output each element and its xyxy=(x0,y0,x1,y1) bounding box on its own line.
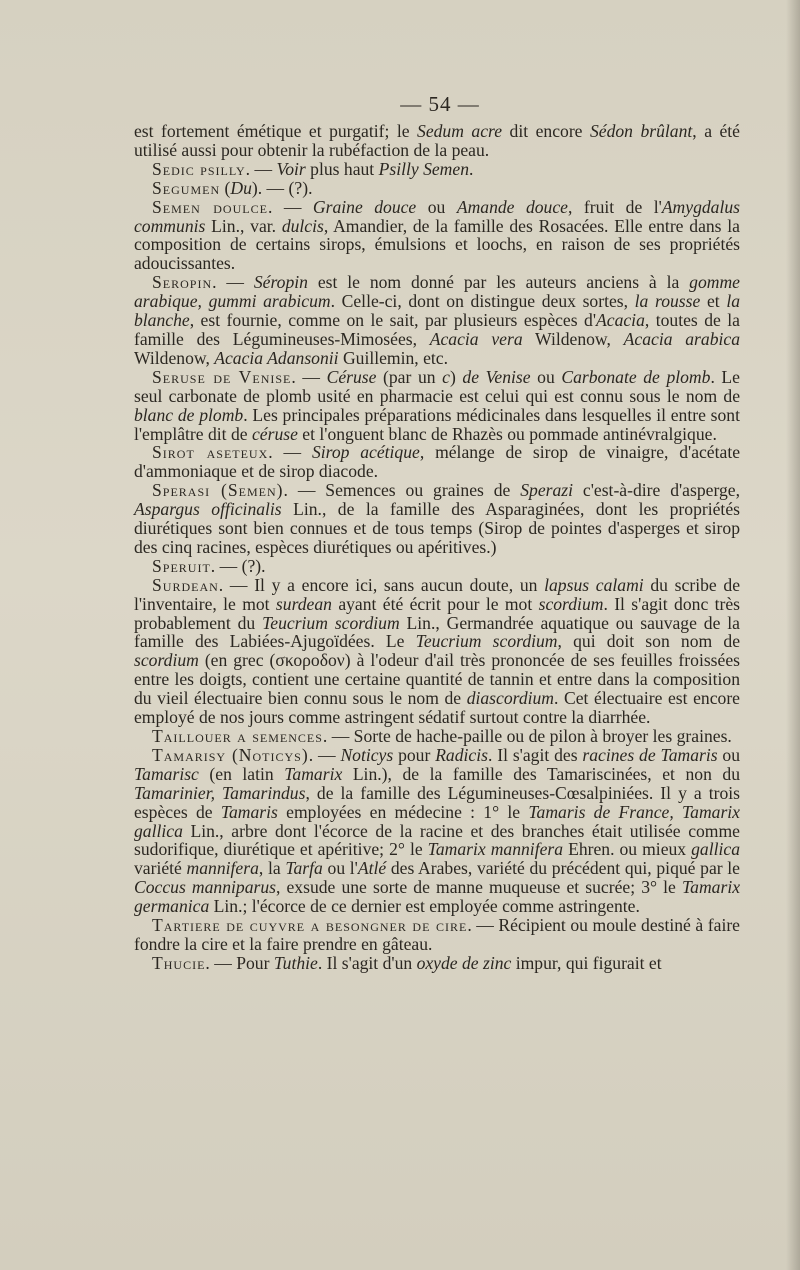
italic-term: Tamaris de France, Tamarix gallica xyxy=(134,801,740,841)
entry-text: et xyxy=(700,291,727,312)
entry-text: variété xyxy=(134,858,187,879)
italic-term: Acacia Adansonii xyxy=(214,347,339,368)
dictionary-entry xyxy=(134,746,740,916)
dictionary-entry xyxy=(134,160,740,179)
entry-headword: Seropin xyxy=(152,272,213,293)
entry-text: . — Semences ou graines de xyxy=(283,480,521,501)
entry-text: . Il s'agit des xyxy=(487,744,583,765)
entry-text: . xyxy=(469,158,474,179)
italic-term: Tuthie xyxy=(273,952,318,973)
entry-text: . Celle-ci, dont on distingue deux sortes, xyxy=(330,291,635,312)
entry-text: pour xyxy=(393,744,436,765)
italic-term: c xyxy=(442,366,450,387)
italic-term: Carbonate de plomb xyxy=(561,366,711,387)
entry-text: Lin.; l'écorce de ce dernier est employée comme astringente. xyxy=(209,896,640,917)
italic-term: Atlé xyxy=(357,858,387,879)
dictionary-entry xyxy=(134,198,740,274)
italic-term: Aspargus officinalis xyxy=(134,499,282,520)
italic-term: Tamaris xyxy=(220,801,278,822)
italic-term: Sédon brûlant xyxy=(589,121,693,141)
entry-text: Wildenow, xyxy=(134,347,215,368)
entry-text: Ehren. ou mieux xyxy=(563,839,692,860)
dictionary-entry xyxy=(134,481,740,557)
italic-term: Tamarisc xyxy=(134,763,199,784)
italic-term: de Venise xyxy=(462,366,531,387)
entry-headword: Taillouer a semences xyxy=(152,726,323,746)
italic-term: Coccus manniparus xyxy=(134,877,276,898)
entry-text: (en latin xyxy=(198,763,285,784)
italic-term: Acacia xyxy=(596,310,645,331)
entry-text: . — Il y a encore ici, sans aucun doute, un xyxy=(218,574,545,595)
italic-term: lapsus calami xyxy=(544,574,644,595)
italic-term: dulcis xyxy=(281,215,324,236)
body-text xyxy=(134,122,740,973)
italic-term: la rousse xyxy=(634,291,701,312)
entry-text: ayant été écrit pour le mot xyxy=(331,593,539,614)
italic-term: Tamarix xyxy=(284,763,343,784)
italic-term: céruse xyxy=(251,423,298,444)
entry-text: . Les principales préparations médicinales dans lesquelles il entre sont l'emplâtre dit de xyxy=(134,404,740,444)
entry-text: . — Récipient ou moule destiné à faire fondre la cire et la faire prendre en gâteau. xyxy=(134,915,740,954)
entry-text: est fortement émétique et purgatif; le xyxy=(134,121,418,141)
entry-headword: Tamarisy (Noticys) xyxy=(152,744,309,765)
entry-text: , mélange de sirop de vinaigre, d'acétate d'ammoniaque et de sirop diacode. xyxy=(134,442,741,482)
entry-text: Lin., var. xyxy=(205,215,282,236)
italic-term: Tamarix germanica xyxy=(134,877,741,917)
italic-term: blanc de plomb xyxy=(134,404,244,425)
entry-text: (par un xyxy=(376,366,443,387)
italic-term: racines de Tamaris xyxy=(582,744,718,765)
entry-headword: Thucie xyxy=(152,952,206,973)
italic-term: Sedum acre xyxy=(417,121,503,141)
dictionary-entry xyxy=(134,727,740,746)
entry-text: . — Pour xyxy=(205,952,274,973)
entry-text: , qui doit son nom de xyxy=(557,631,740,652)
entry-text: impur, qui figurait et xyxy=(511,952,662,973)
italic-term: Céruse xyxy=(326,366,377,387)
entry-text: . Cet électuaire est encore employé de nos jours comme astringent sédatif surtout contre la diarrhée. xyxy=(134,688,740,728)
entry-text: Lin., arbre dont l'écorce de la racine et des branches était utilisée comme sudorifique, diurétique et apéritive; 2° le xyxy=(134,820,740,860)
dictionary-entry xyxy=(134,368,740,444)
entry-text: ). — (?). xyxy=(251,177,313,198)
italic-term: gallica xyxy=(691,839,740,860)
entry-text: Wildenow, xyxy=(522,328,624,349)
entry-text: du scribe de l'inventaire, le mot xyxy=(134,574,741,614)
italic-term: Tarfa xyxy=(285,858,323,879)
italic-term: scordium xyxy=(538,593,604,614)
italic-term: diascordium xyxy=(466,688,555,709)
entry-text: , est fournie, comme on le sait, par plusieurs espèces d' xyxy=(189,310,597,331)
italic-term: Tamarix mannifera xyxy=(427,839,564,860)
dictionary-entry xyxy=(134,179,740,198)
entry-text: . — xyxy=(291,366,327,387)
italic-term: Teucrium scordium xyxy=(415,631,558,652)
entry-text: , fruit de l' xyxy=(567,196,662,217)
italic-term: Séropin xyxy=(253,272,308,293)
entry-text: ( xyxy=(220,177,231,198)
entry-headword: Surdean xyxy=(152,574,219,595)
entry-text: , exsude une sorte de manne muqueuse et sucrée; 3° le xyxy=(275,877,682,898)
entry-headword: Semen doulce xyxy=(152,196,268,217)
entry-text: . Il s'agit d'un xyxy=(317,952,417,973)
italic-term: Graine douce xyxy=(312,196,417,217)
entry-text: plus haut xyxy=(305,158,379,179)
entry-text: . — xyxy=(308,744,341,765)
entry-text: . — xyxy=(212,272,254,293)
italic-term: scordium xyxy=(134,650,199,671)
entry-text: ou xyxy=(530,366,562,387)
entry-headword: Seruse de Venise xyxy=(152,366,292,387)
italic-term: Amygdalus communis xyxy=(134,196,740,236)
italic-term: Amande douce xyxy=(456,196,568,217)
entry-text: ou l' xyxy=(322,858,358,879)
italic-term: Du xyxy=(230,177,252,198)
entry-text: c'est-à-dire d'asperge, xyxy=(573,480,740,501)
entry-text: (en grec (σκοροδον) à l'odeur d'ail très prononcée de ses feuilles froissées entre les doigts, contient une certaine quantité de tannin et entre dans la composition du vieil électuaire bien connu sous le nom de xyxy=(134,650,740,709)
italic-term: Teucrium scordium xyxy=(262,612,400,633)
italic-term: mannifera xyxy=(186,858,259,879)
italic-term: surdean xyxy=(275,593,332,614)
entry-text: Lin.), de la famille des Tamariscinées, et non du xyxy=(342,763,741,784)
entry-headword: Sedic psilly xyxy=(152,158,246,179)
italic-term: oxyde de zinc xyxy=(416,952,512,973)
page-edge-shadow xyxy=(786,0,800,1270)
page-number: — 54 — xyxy=(400,92,480,116)
dictionary-entry xyxy=(134,954,740,973)
dictionary-entry xyxy=(134,443,740,481)
entry-text: ou xyxy=(416,196,457,217)
dictionary-entry xyxy=(134,557,740,576)
italic-term: Sperazi xyxy=(520,480,574,501)
dictionary-entry xyxy=(134,916,740,954)
dictionary-entry xyxy=(134,273,740,368)
entry-text: employées en médecine : 1° le xyxy=(277,801,529,822)
italic-term: la blanche xyxy=(134,291,741,331)
entry-text: Lin., de la famille des Asparaginées, dont les propriétés diurétiques sont bien connues et de tous temps (Sirop de pointes d'asperges et sirop des cinq racines, espèces diurétiques ou apéritives.) xyxy=(134,499,740,557)
entry-headword: Tartiere de cuyvre a besongner de cire xyxy=(152,915,468,936)
entry-headword: Sirot aseteux xyxy=(152,442,269,463)
entry-text: , la xyxy=(258,858,286,879)
entry-headword: Speruit xyxy=(152,555,211,576)
italic-term: Acacia vera xyxy=(429,328,523,349)
entry-text: et l'onguent blanc de Rhazès ou pommade antinévralgique. xyxy=(297,423,717,444)
entry-text: . — xyxy=(267,196,313,217)
entry-text: des Arabes, variété du précédent qui, piqué par le xyxy=(386,858,740,879)
italic-term: Psilly Semen xyxy=(378,158,469,179)
italic-term: Voir xyxy=(276,158,306,179)
entry-text: . — xyxy=(268,442,312,463)
entry-headword: Sperasi (Semen) xyxy=(152,480,284,501)
italic-term: Noticys xyxy=(340,744,394,765)
entry-text: , toutes de la famille des Légumineuses-Mimosées, xyxy=(134,310,740,349)
entry-text: . — Sorte de hache-paille ou de pilon à broyer les graines. xyxy=(322,726,732,746)
entry-headword: Segumen xyxy=(152,177,221,198)
entry-text: Guillemin, etc. xyxy=(338,347,448,368)
continued-paragraph xyxy=(134,122,740,160)
entry-text: . Il s'agit donc très probablement du xyxy=(134,593,741,633)
entry-text: , Amandier, de la famille des Rosacées. Elle entre dans la composition de certains sirops, émulsions et loochs, en raison de ses propriétés adoucissantes. xyxy=(134,215,740,274)
entry-text: . Le seul carbonate de plomb usité en pharmacie est celui qui est connu sous le nom de xyxy=(134,366,740,406)
entry-text: , de la famille des Légumineuses-Cœsalpiniées. Il y a trois espèces de xyxy=(134,782,740,822)
italic-term: Tamarinier, Tamarindus xyxy=(134,782,306,803)
entry-text: . — xyxy=(245,158,277,179)
entry-text: . — (?). xyxy=(210,555,266,576)
italic-term: Acacia arabica xyxy=(623,328,740,349)
entry-text: Lin., Germandrée aquatique ou sauvage de la famille des Labiées-Ajugoïdées. Le xyxy=(134,612,740,652)
entry-text: ) xyxy=(449,366,463,387)
entry-text: dit encore xyxy=(502,121,590,141)
entry-text: ou xyxy=(717,744,741,765)
italic-term: Sirop acétique xyxy=(311,442,420,463)
entry-text: est le nom donné par les auteurs anciens à la xyxy=(307,272,690,293)
italic-term: Radicis xyxy=(435,744,488,765)
dictionary-entry xyxy=(134,576,740,727)
italic-term: gomme arabique, gummi arabicum xyxy=(134,272,740,312)
entry-text: , a été utilisé aussi pour obtenir la rubéfaction de la peau. xyxy=(134,121,740,160)
